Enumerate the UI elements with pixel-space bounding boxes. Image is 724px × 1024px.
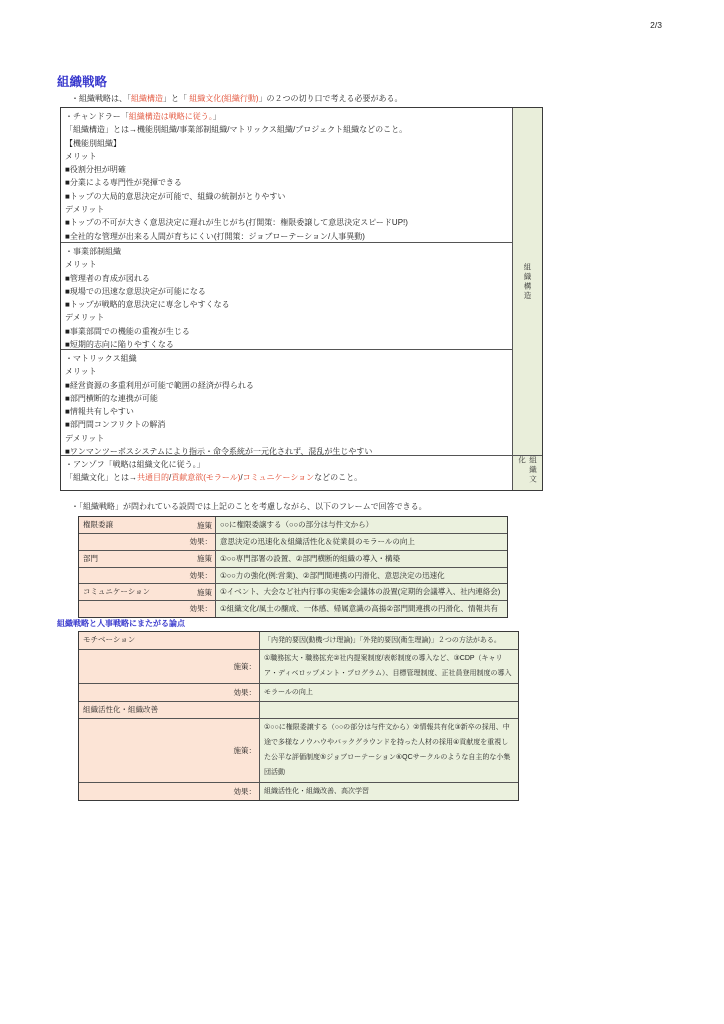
- table-line: ■部門横断的な連携が可能: [65, 393, 158, 403]
- line-text: /: [169, 473, 172, 483]
- effect-label: 効果：: [189, 537, 212, 547]
- table-line: ・アンゾフ「戦略は組織文化に従う。」: [65, 460, 205, 469]
- line-text: ・チャンドラー「: [65, 112, 129, 121]
- side-label-structure: 組織構造: [513, 108, 542, 456]
- category-label: コミュニケーション: [83, 587, 151, 596]
- table-line: デメリット: [65, 433, 105, 443]
- section-org-culture: [61, 456, 512, 490]
- table-line: ■経営資源の多重利用が可能で範囲の経済が得られる: [65, 380, 254, 390]
- table-line: [65, 471, 512, 484]
- line-text: 「組織文化」とは→: [65, 473, 137, 483]
- table-row: [79, 533, 507, 550]
- table-line: ■全社的な管理が出来る人間が育ちにくい(打開策：ジョブローテーション/人事異動): [65, 231, 365, 241]
- row-content-cell: モラールの向上: [260, 684, 518, 701]
- table-line: ■現場での迅速な意思決定が可能になる: [65, 286, 206, 296]
- table-line: デメリット: [65, 313, 105, 323]
- category-label: モチベーション: [83, 635, 136, 644]
- hr-section-title: 組織戦略と人事戦略にまたがる論点: [57, 619, 185, 628]
- table-row: [79, 632, 518, 649]
- row-content-cell: ○○に権限委譲する（○○の部分は与件文から）: [216, 517, 507, 533]
- table-row: [79, 567, 507, 584]
- section-divisional-org: [61, 243, 512, 350]
- table-line: ■部門間コンフリクトの解消: [65, 420, 166, 430]
- table-line: ・マトリックス組織: [65, 354, 137, 363]
- row-content-cell: [260, 702, 518, 718]
- measure-label: 施策: [197, 587, 212, 597]
- table-line: ■トップの不可が大きく意思決定に遅れが生じがち(打開策：権限委譲して意思決定スピードUP!): [65, 218, 408, 228]
- table-row: [79, 517, 507, 533]
- table-line: ■ワンマンツーボスシステムにより指示・命令系統が一元化されず、混乱が生じやすい: [65, 447, 373, 457]
- row-content-cell: ①○○力の強化(例:営業)、②部門間連携の円滑化、意思決定の迅速化: [216, 568, 507, 584]
- table-row: [79, 701, 518, 718]
- row-header-cell: [79, 551, 216, 567]
- page-number: 2/3: [650, 20, 662, 30]
- intro-keyword-structure: 組織構造: [131, 94, 163, 103]
- table-line: ■トップが戦略的意思決定に専念しやすくなる: [65, 300, 230, 310]
- measure-label: 施策: [197, 520, 212, 530]
- table-line: ・事業部制組織: [65, 247, 121, 256]
- row-header-cell: [79, 632, 260, 649]
- table-row: [79, 550, 507, 567]
- row-header-cell: [79, 719, 260, 782]
- side-label-strip: [512, 108, 542, 490]
- row-header-cell: [79, 601, 216, 617]
- category-label: 権限委譲: [83, 520, 113, 529]
- row-header-cell: [79, 584, 216, 600]
- table-row: [79, 583, 507, 600]
- table-row: [79, 782, 518, 800]
- side-label-culture: 組織文化: [517, 456, 538, 485]
- intro-text: 」と「: [163, 94, 190, 103]
- table-line: メリット: [65, 151, 97, 161]
- table-line: ■管理者の育成が図れる: [65, 273, 150, 283]
- row-header-cell: [79, 783, 260, 800]
- intro-text: 」の２つの切り口で考える必要がある。: [258, 94, 403, 103]
- measure-label: 施策：: [233, 661, 256, 671]
- intro-line: [71, 93, 403, 104]
- row-header-cell: [79, 650, 260, 682]
- intro-text: ・組織戦略は、「: [71, 94, 131, 103]
- effect-label: 効果：: [189, 570, 212, 580]
- row-content-cell: 「内発的要因(動機づけ理論)」「外発的要因(衛生理論)」２つの方法がある。: [260, 632, 518, 649]
- table-line: ■情報共有しやすい: [65, 407, 134, 417]
- table-row: [79, 649, 518, 682]
- row-header-cell: [79, 517, 216, 533]
- line-text-red: 共通目的: [137, 473, 169, 483]
- row-content-cell: ①組織文化/風土の醸成、一体感、帰属意識の高揚②部門間連携の円滑化、情報共有: [216, 601, 507, 617]
- row-content-cell: ①イベント、大会など社内行事の実施②会議体の設置(定期的会議導入、社内連絡会): [216, 584, 507, 600]
- category-label: 組織活性化・組織改善: [83, 704, 158, 714]
- hr-strategy-table: [78, 631, 519, 801]
- table-line: ■役割分担が明確: [65, 165, 126, 175]
- line-text-red: 組織構造は戦略に従う。: [128, 112, 213, 121]
- line-text: /: [240, 473, 243, 483]
- row-content-cell: ①職務拡大・職務拡充②社内提案制度/表彰制度の導入など、③CDP（キャリア・ディベロップメント・プログラム）、目標管理制度、正社員登用制度の導入: [260, 650, 518, 682]
- table-line: [65, 110, 512, 123]
- row-content-cell: 意思決定の迅速化＆組織活性化＆従業員のモラールの向上: [216, 534, 507, 550]
- line-text-red: 貢献意欲(モラール): [171, 473, 241, 483]
- row-content-cell: ①○○に権限委譲する（○○の部分は与件文から）②情報共有化③新卒の採用、中途で多様なノウハウやバックグラウンドを持った人材の採用④貢献度を重視した公平な評価制度⑤ジョブローテーション⑥QCサークルのような自主的な小集団活動: [260, 719, 518, 782]
- table-line: 「組織構造」とは→機能別組織/事業部制組織/マトリックス組織/プロジェクト組織などのこと。: [65, 125, 408, 135]
- table-line: デメリット: [65, 205, 105, 215]
- table-line: メリット: [65, 367, 97, 377]
- frame-intro-line: ・「組織戦略」が問われている設問では上記のことを考慮しながら、以下のフレームで回答できる。: [71, 502, 427, 511]
- table-row: [79, 600, 507, 617]
- answer-frame-table: [78, 516, 508, 618]
- category-label: 部門: [83, 553, 98, 563]
- row-header-cell: [79, 702, 260, 718]
- line-text: 」: [212, 112, 221, 121]
- line-text-red: コミュニケーション: [242, 473, 315, 483]
- measure-label: 施策: [197, 554, 212, 563]
- row-header-cell: [79, 534, 216, 550]
- line-text: などのこと。: [314, 473, 363, 483]
- effect-label: 効果：: [233, 786, 256, 796]
- table-line: 【機能別組織】: [65, 138, 121, 148]
- org-strategy-table-content: [61, 108, 512, 490]
- section-functional-org: [61, 108, 512, 243]
- row-content-cell: 組織活性化・組織改善、高次学習: [260, 783, 518, 800]
- table-row: [79, 718, 518, 782]
- row-header-cell: [79, 684, 260, 701]
- row-header-cell: [79, 568, 216, 584]
- effect-label: 効果：: [189, 604, 212, 614]
- table-row: [79, 683, 518, 701]
- table-line: ■短期的志向に陥りやすくなる: [65, 340, 174, 350]
- table-line: ■事業部間での機能の重複が生じる: [65, 326, 190, 336]
- measure-label: 施策：: [233, 745, 256, 755]
- intro-keyword-culture: 組織文化(組織行動): [189, 94, 259, 103]
- effect-label: 効果：: [233, 687, 256, 697]
- org-strategy-table: [60, 107, 543, 491]
- table-line: ■分業による専門性が発揮できる: [65, 178, 182, 188]
- page-title: 組織戦略: [57, 75, 108, 89]
- section-matrix-org: [61, 350, 512, 456]
- row-content-cell: ①○○専門部署の設置、②部門横断的組織の導入・構築: [216, 551, 507, 567]
- table-line: ■トップの大局的意思決定が可能で、組織の統制がとりやすい: [65, 191, 286, 201]
- table-line: メリット: [65, 260, 97, 270]
